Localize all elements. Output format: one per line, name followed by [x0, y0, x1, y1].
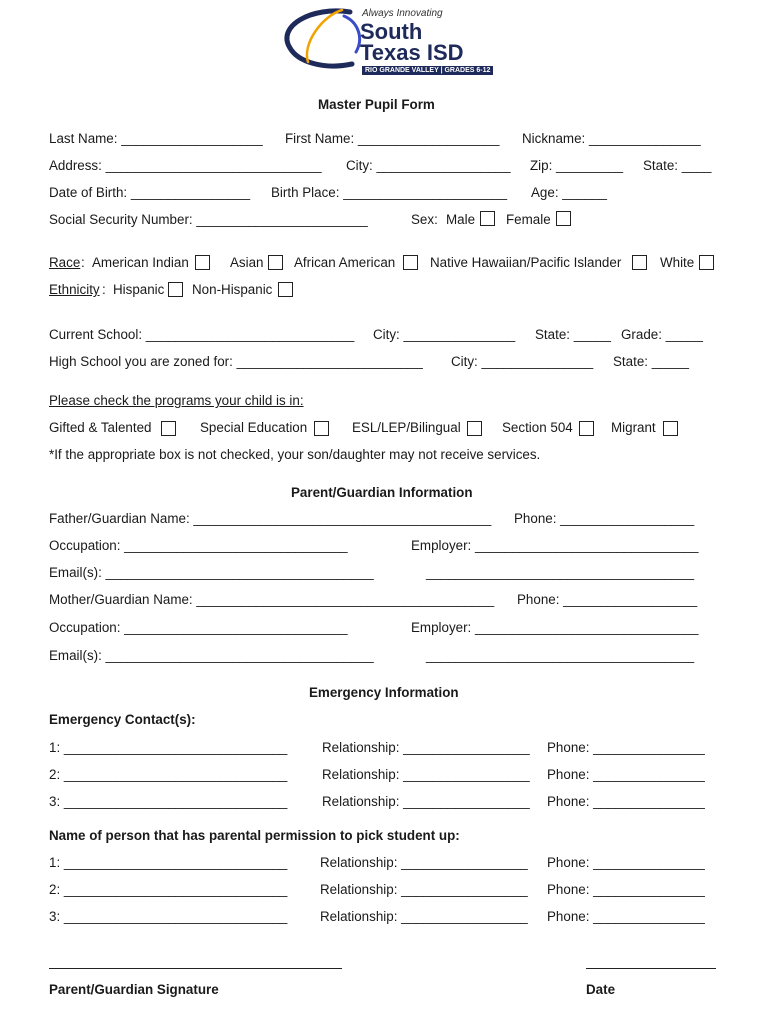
- program-migrant-label: Migrant: [611, 420, 656, 435]
- current-school-field[interactable]: Current School: ____________________________: [49, 327, 355, 342]
- logo-name-line1: South: [360, 19, 423, 44]
- school-state-field[interactable]: State: _____: [535, 327, 611, 342]
- emergency-contact-2-phone[interactable]: Phone: _______________: [547, 767, 705, 782]
- ssn-field[interactable]: Social Security Number: _______________________: [49, 212, 368, 227]
- race-option-american-indian: American Indian: [92, 255, 189, 270]
- sex-female-checkbox[interactable]: [556, 211, 571, 226]
- mother-occupation-field[interactable]: Occupation: ______________________________: [49, 620, 348, 635]
- dob-field[interactable]: Date of Birth: ________________: [49, 185, 251, 200]
- father-name-field[interactable]: Father/Guardian Name: ________________________________________: [49, 511, 492, 526]
- emergency-contact-3-field[interactable]: 3: ______________________________: [49, 794, 288, 809]
- program-migrant-checkbox[interactable]: [663, 421, 678, 436]
- school-logo: [272, 4, 512, 80]
- sex-male-checkbox[interactable]: [480, 211, 495, 226]
- race-native-hawaiian-checkbox[interactable]: [632, 255, 647, 270]
- race-white-checkbox[interactable]: [699, 255, 714, 270]
- race-option-native-hawaiian: Native Hawaiian/Pacific Islander: [430, 255, 622, 270]
- race-colon: :: [81, 255, 85, 270]
- form-title: Master Pupil Form: [318, 97, 435, 112]
- ethnicity-label: Ethnicity: [49, 282, 100, 297]
- race-option-white: White: [660, 255, 695, 270]
- date-line[interactable]: [586, 968, 716, 969]
- mother-employer-field[interactable]: Employer: ______________________________: [411, 620, 699, 635]
- program-504-label: Section 504: [502, 420, 573, 435]
- last-name-field[interactable]: Last Name: ___________________: [49, 131, 263, 146]
- programs-prompt: Please check the programs your child is in:: [49, 393, 304, 408]
- program-esl-checkbox[interactable]: [467, 421, 482, 436]
- emergency-contact-2-field[interactable]: 2: ______________________________: [49, 767, 288, 782]
- race-african-american-checkbox[interactable]: [403, 255, 418, 270]
- race-option-asian: Asian: [230, 255, 264, 270]
- sex-label: Sex:: [411, 212, 438, 227]
- pickup-person-1-phone[interactable]: Phone: _______________: [547, 855, 705, 870]
- race-american-indian-checkbox[interactable]: [195, 255, 210, 270]
- program-special-ed-label: Special Education: [200, 420, 308, 435]
- signature-label: Parent/Guardian Signature: [49, 982, 219, 997]
- logo-name-line2: Texas ISD: [360, 40, 464, 65]
- ethnicity-hispanic-checkbox[interactable]: [168, 282, 183, 297]
- pickup-person-3-phone[interactable]: Phone: _______________: [547, 909, 705, 924]
- father-phone-field[interactable]: Phone: __________________: [514, 511, 695, 526]
- age-field[interactable]: Age: ______: [531, 185, 607, 200]
- emergency-contact-3-relationship[interactable]: Relationship: _________________: [322, 794, 530, 809]
- program-special-ed-checkbox[interactable]: [314, 421, 329, 436]
- city-field[interactable]: City: __________________: [346, 158, 511, 173]
- pickup-person-3-relationship[interactable]: Relationship: _________________: [320, 909, 528, 924]
- father-email-field[interactable]: Email(s): ____________________________________: [49, 565, 374, 580]
- emergency-contact-1-phone[interactable]: Phone: _______________: [547, 740, 705, 755]
- race-label: Race: [49, 255, 81, 270]
- parents-heading: Parent/Guardian Information: [291, 485, 473, 500]
- mother-name-field[interactable]: Mother/Guardian Name: ________________________________________: [49, 592, 495, 607]
- pickup-person-1-relationship[interactable]: Relationship: _________________: [320, 855, 528, 870]
- emergency-contacts-label: Emergency Contact(s):: [49, 712, 196, 727]
- father-email-extra-field[interactable]: ____________________________________: [426, 565, 695, 580]
- zip-field[interactable]: Zip: _________: [530, 158, 624, 173]
- zoned-city-field[interactable]: City: _______________: [451, 354, 594, 369]
- zoned-school-field[interactable]: High School you are zoned for: _________________________: [49, 354, 423, 369]
- race-option-african-american: African American: [294, 255, 396, 270]
- zoned-state-field[interactable]: State: _____: [613, 354, 689, 369]
- program-gifted-label: Gifted & Talented: [49, 420, 152, 435]
- pickup-person-3-field[interactable]: 3: ______________________________: [49, 909, 288, 924]
- mother-email-field[interactable]: Email(s): ____________________________________: [49, 648, 374, 663]
- state-field[interactable]: State: ____: [643, 158, 712, 173]
- ethnicity-option-non-hispanic: Non-Hispanic: [192, 282, 273, 297]
- grade-field[interactable]: Grade: _____: [621, 327, 703, 342]
- logo-tagline: Always Innovating: [362, 8, 443, 19]
- logo-subline: RIO GRANDE VALLEY | GRADES 6-12: [362, 66, 493, 75]
- emergency-heading: Emergency Information: [309, 685, 459, 700]
- pickup-person-2-phone[interactable]: Phone: _______________: [547, 882, 705, 897]
- emergency-contact-2-relationship[interactable]: Relationship: _________________: [322, 767, 530, 782]
- ethnicity-colon: :: [102, 282, 106, 297]
- program-esl-label: ESL/LEP/Bilingual: [352, 420, 461, 435]
- program-gifted-checkbox[interactable]: [161, 421, 176, 436]
- mother-phone-field[interactable]: Phone: __________________: [517, 592, 698, 607]
- signature-line[interactable]: [49, 968, 342, 969]
- ethnicity-option-hispanic: Hispanic: [113, 282, 165, 297]
- pickup-person-1-field[interactable]: 1: ______________________________: [49, 855, 288, 870]
- sex-male-label: Male: [446, 212, 476, 227]
- sex-female-label: Female: [506, 212, 551, 227]
- ethnicity-non-hispanic-checkbox[interactable]: [278, 282, 293, 297]
- birth-place-field[interactable]: Birth Place: ______________________: [271, 185, 508, 200]
- pickup-person-2-relationship[interactable]: Relationship: _________________: [320, 882, 528, 897]
- program-504-checkbox[interactable]: [579, 421, 594, 436]
- programs-note: *If the appropriate box is not checked, your son/daughter may not receive services.: [49, 447, 541, 462]
- mother-email-extra-field[interactable]: ____________________________________: [426, 648, 695, 663]
- pickup-label: Name of person that has parental permission to pick student up:: [49, 828, 460, 843]
- school-city-field[interactable]: City: _______________: [373, 327, 516, 342]
- father-occupation-field[interactable]: Occupation: ______________________________: [49, 538, 348, 553]
- emergency-contact-1-field[interactable]: 1: ______________________________: [49, 740, 288, 755]
- date-label: Date: [586, 982, 616, 997]
- nickname-field[interactable]: Nickname: _______________: [522, 131, 701, 146]
- emergency-contact-1-relationship[interactable]: Relationship: _________________: [322, 740, 530, 755]
- first-name-field[interactable]: First Name: ___________________: [285, 131, 500, 146]
- address-field[interactable]: Address: _____________________________: [49, 158, 322, 173]
- pickup-person-2-field[interactable]: 2: ______________________________: [49, 882, 288, 897]
- emergency-contact-3-phone[interactable]: Phone: _______________: [547, 794, 705, 809]
- father-employer-field[interactable]: Employer: ______________________________: [411, 538, 699, 553]
- race-asian-checkbox[interactable]: [268, 255, 283, 270]
